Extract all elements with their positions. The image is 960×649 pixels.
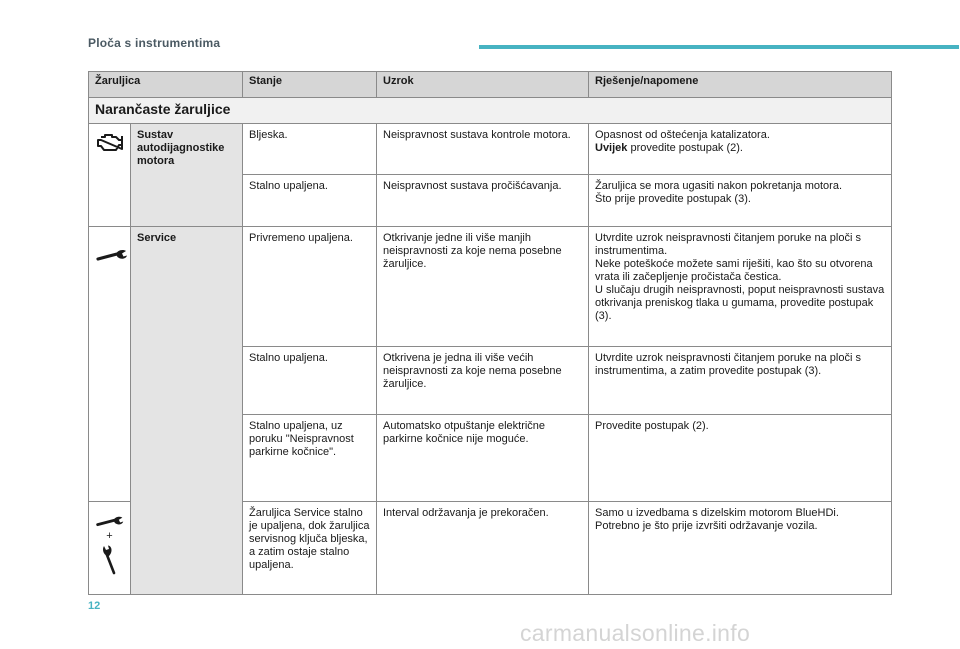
table-row	[89, 124, 892, 175]
table-header-row	[89, 72, 892, 98]
watermark: carmanualsonline.info	[520, 620, 751, 646]
accent-bar	[479, 45, 959, 49]
cause-cell: Neispravnost sustava pročišćavanja.	[377, 175, 589, 227]
column-header-cause: Uzrok	[377, 72, 589, 98]
state-cell: Stalno upaljena.	[243, 347, 377, 415]
state-cell: Stalno upaljena, uz poruku "Neispravnost parkirne kočnice".	[243, 415, 377, 502]
engine-icon-cell	[89, 124, 131, 227]
lamp-name-engine: Sustav autodijagnostike motora	[131, 124, 243, 227]
state-cell: Žaruljica Service stalno je upaljena, dok žaruljica servisnog ključa bljeska, a zatim ostaje stalno upaljena.	[243, 502, 377, 595]
solution-cell: Provedite postupak (2).	[589, 415, 892, 502]
solution-line: Uvijek provedite postupak (2).	[595, 142, 743, 154]
solution-line: Utvrdite uzrok neispravnosti čitanjem poruke na ploči s instrumentima.	[595, 232, 861, 257]
column-header-state: Stanje	[243, 72, 377, 98]
cause-cell: Interval održavanja je prekoračen.	[377, 502, 589, 595]
solution-cell	[589, 502, 892, 595]
cause-cell: Neispravnost sustava kontrole motora.	[377, 124, 589, 175]
state-cell: Privremeno upaljena.	[243, 227, 377, 347]
wrench-icon-cell	[89, 227, 131, 502]
column-header-solution: Rješenje/napomene	[589, 72, 892, 98]
cause-cell: Otkrivanje jedne ili više manjih neispravnosti za koje nema posebne žaruljice.	[377, 227, 589, 347]
solution-line: Što prije provedite postupak (3).	[595, 193, 751, 205]
wrench-icon	[95, 514, 124, 530]
cause-cell: Otkrivena je jedna ili više većih neispravnosti za koje nema posebne žaruljice.	[377, 347, 589, 415]
solution-line: Samo u izvedbama s dizelskim motorom BlueHDi.	[595, 507, 839, 519]
solution-cell: Utvrdite uzrok neispravnosti čitanjem poruke na ploči s instrumentima, a zatim provedite postupak (3).	[589, 347, 892, 415]
wrench-combo-icon-cell	[89, 502, 131, 595]
page-number: 12	[88, 600, 101, 612]
plus-sign: +	[106, 530, 113, 542]
solution-line: Opasnost od oštećenja katalizatora.	[595, 129, 770, 141]
state-cell: Stalno upaljena.	[243, 175, 377, 227]
solution-line: U slučaju drugih neispravnosti, poput neispravnosti sustava otkrivanja preniskog tlaka u gumama, provedite postupak (3).	[595, 284, 885, 322]
solution-cell	[589, 124, 892, 175]
cause-cell: Automatsko otpuštanje električne parkirne kočnice nije moguće.	[377, 415, 589, 502]
emphasis-text: Uvijek	[595, 142, 628, 154]
solution-cell	[589, 227, 892, 347]
solution-cell	[589, 175, 892, 227]
solution-line: Neke poteškoće možete sami riješiti, kao što su otvorena vrata ili začepljenje pročistača čestica.	[595, 258, 873, 283]
category-title: Narančaste žaruljice	[89, 98, 892, 124]
section-title: Ploča s instrumentima	[88, 36, 221, 50]
service-key-icon	[95, 545, 124, 575]
state-cell: Bljeska.	[243, 124, 377, 175]
solution-line: Potrebno je što prije izvršiti održavanje vozila.	[595, 520, 818, 532]
engine-check-icon	[95, 132, 124, 154]
lamp-name-service: Service	[131, 227, 243, 595]
warning-lights-table	[88, 71, 892, 595]
category-row	[89, 98, 892, 124]
solution-line: Žaruljica se mora ugasiti nakon pokretanja motora.	[595, 180, 843, 192]
wrench-icon	[95, 247, 124, 265]
table-row	[89, 227, 892, 347]
column-header-lamp: Žaruljica	[89, 72, 243, 98]
